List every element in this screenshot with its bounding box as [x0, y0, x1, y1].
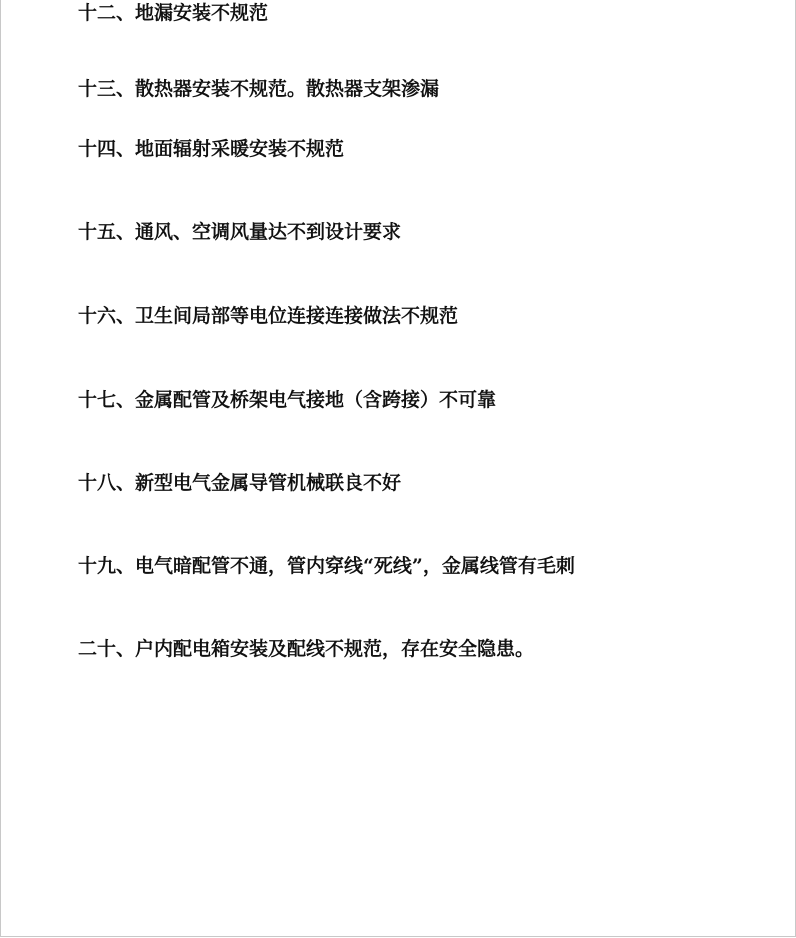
item-18-text: 十八、新型电气金属导管机械联良不好 [78, 472, 402, 494]
item-12-text: 十二、地漏安装不规范 [78, 2, 269, 24]
item-17-text: 十七、金属配管及桥架电气接地（含跨接）不可靠 [78, 389, 497, 411]
item-15-text: 十五、通风、空调风量达不到设计要求 [78, 221, 402, 243]
item-20-text: 二十、户内配电箱安装及配线不规范，存在安全隐患。 [78, 638, 535, 660]
item-19-text: 十九、电气暗配管不通，管内穿线“死线”，金属线管有毛刺 [78, 555, 575, 577]
item-14-text: 十四、地面辐射采暖安装不规范 [78, 138, 345, 160]
item-16-text: 十六、卫生间局部等电位连接连接做法不规范 [78, 305, 459, 327]
item-13-text: 十三、散热器安装不规范。散热器支架渗漏 [78, 78, 440, 100]
